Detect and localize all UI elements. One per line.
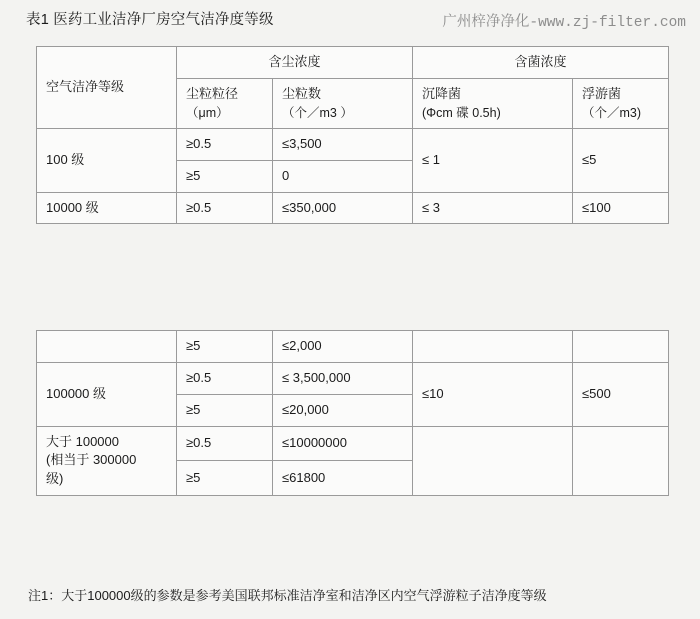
cell-grade xyxy=(37,331,177,363)
header-settling-bacteria-line2: (Φcm 碟 0.5h) xyxy=(422,105,501,120)
cell-particle-count: ≤ 3,500,000 xyxy=(273,362,413,394)
cell-particle-count: ≤350,000 xyxy=(273,192,413,224)
cell-particle-size: ≥0.5 xyxy=(177,128,273,160)
header-floating-bacteria-line1: 浮游菌 xyxy=(582,85,622,101)
cell-particle-size: ≥5 xyxy=(177,160,273,192)
cell-particle-size: ≥0.5 xyxy=(177,192,273,224)
header-floating-bacteria xyxy=(573,78,669,128)
table-row xyxy=(37,192,669,224)
page-title: 表1 医药工业洁净厂房空气洁净度等级 xyxy=(26,12,274,28)
header-dust-concentration: 含尘浓度 xyxy=(177,47,413,79)
header-particle-count xyxy=(273,78,413,128)
header-floating-bacteria-line2: （个／m3) xyxy=(582,105,642,120)
cell-particle-count: ≤20,000 xyxy=(273,394,413,426)
table-row xyxy=(37,331,669,363)
cell-grade-line3: 级) xyxy=(46,471,64,487)
header-settling-bacteria-line1: 沉降菌 xyxy=(422,85,462,101)
cell-particle-count: ≤2,000 xyxy=(273,331,413,363)
header-air-cleanliness-grade: 空气洁净等级 xyxy=(37,47,177,129)
table-bottom xyxy=(36,330,669,496)
cell-floating-bacteria: ≤500 xyxy=(573,362,669,426)
cell-settling-bacteria: ≤10 xyxy=(413,362,573,426)
cell-particle-count: ≤10000000 xyxy=(273,426,413,461)
cell-particle-size: ≥5 xyxy=(177,394,273,426)
header-particle-size-line1: 尘粒粒径 xyxy=(186,85,239,101)
cell-floating-bacteria xyxy=(573,331,669,363)
cell-grade: 100 级 xyxy=(37,128,177,192)
table-row xyxy=(37,128,669,160)
cell-settling-bacteria xyxy=(413,331,573,363)
cell-settling-bacteria: ≤ 3 xyxy=(413,192,573,224)
table-row xyxy=(37,426,669,461)
cell-particle-size: ≥5 xyxy=(177,461,273,496)
cell-particle-count: ≤3,500 xyxy=(273,128,413,160)
header-particle-size-line2: （μm） xyxy=(186,105,229,120)
cell-particle-size: ≥5 xyxy=(177,331,273,363)
table-top xyxy=(36,46,669,224)
cell-particle-count: 0 xyxy=(273,160,413,192)
table-row xyxy=(37,362,669,394)
watermark-text: 广州梓净净化-www.zj-filter.com xyxy=(442,15,686,31)
header-particle-size xyxy=(177,78,273,128)
header-particle-count-line1: 尘粒数 xyxy=(282,85,322,101)
cell-settling-bacteria xyxy=(413,426,573,496)
cell-particle-count: ≤61800 xyxy=(273,461,413,496)
header-settling-bacteria xyxy=(413,78,573,128)
header-microbe-concentration: 含菌浓度 xyxy=(413,47,669,79)
cell-settling-bacteria: ≤ 1 xyxy=(413,128,573,192)
cell-grade: 10000 级 xyxy=(37,192,177,224)
cell-floating-bacteria xyxy=(573,426,669,496)
cell-grade-line1: 大于 100000 xyxy=(46,433,119,449)
cleanroom-table-top xyxy=(36,46,668,224)
cell-particle-size: ≥0.5 xyxy=(177,426,273,461)
cell-floating-bacteria: ≤5 xyxy=(573,128,669,192)
table-footnote: 注1：大于100000级的参数是参考美国联邦标准洁净室和洁净区内空气浮游粒子洁净度等级 xyxy=(28,588,547,603)
cell-grade xyxy=(37,426,177,496)
table-header-row-group xyxy=(37,47,669,79)
cell-grade-line2: (相当于 300000 xyxy=(46,452,137,468)
cell-floating-bacteria: ≤100 xyxy=(573,192,669,224)
header-particle-count-line2: （个／m3 ） xyxy=(282,105,353,120)
cell-grade: 100000 级 xyxy=(37,362,177,426)
cell-particle-size: ≥0.5 xyxy=(177,362,273,394)
cleanroom-table-bottom xyxy=(36,330,668,496)
